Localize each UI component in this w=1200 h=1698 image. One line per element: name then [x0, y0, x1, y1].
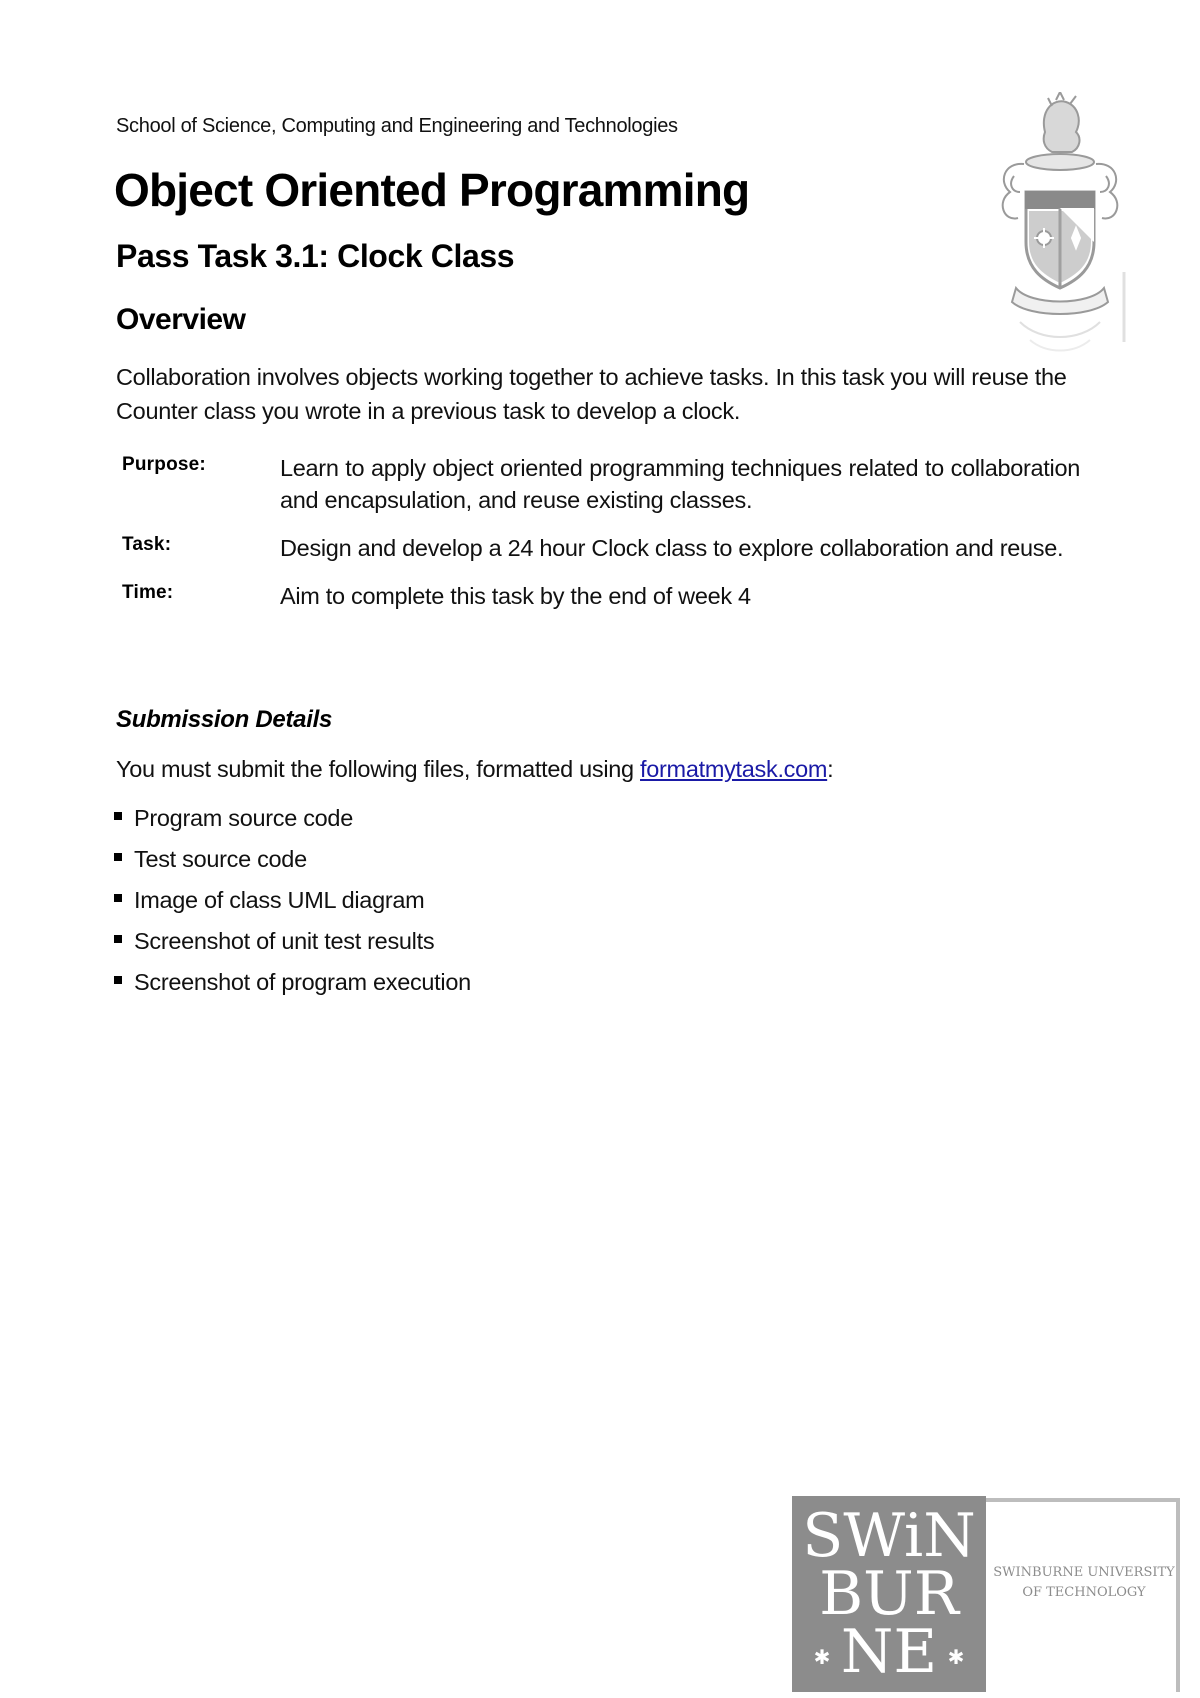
task-row: [122, 532, 1082, 564]
time-row: [122, 580, 1082, 612]
list-item: Program source code: [114, 798, 471, 839]
task-subtitle: Pass Task 3.1: Clock Class: [116, 238, 515, 274]
svg-text:✱: ✱: [947, 1645, 965, 1669]
task-info-table: [122, 452, 1082, 628]
university-name-line-2: OF TECHNOLOGY: [1022, 1585, 1146, 1600]
overview-heading: Overview: [116, 303, 246, 336]
bullet-icon: [114, 976, 122, 984]
purpose-text: Learn to apply object oriented programming techniques related to collaboration and encapsulation, and reuse existing classes.: [280, 455, 1080, 513]
university-name-line-1: SWINBURNE UNIVERSITY: [993, 1565, 1175, 1580]
overview-text: Collaboration involves objects working together to achieve tasks. In this task you will reuse the Counter class you wrote in a previous task to develop a clock.: [116, 364, 1067, 424]
time-label: Time:: [122, 582, 174, 603]
purpose-label: Purpose:: [122, 454, 206, 475]
bullet-icon: [114, 935, 122, 943]
submission-intro-text: You must submit the following files, formatted using: [116, 756, 641, 782]
bullet-icon: [114, 853, 122, 861]
swinburne-logo: [792, 1496, 1180, 1692]
swinburne-logo-mark-icon: [792, 1496, 1180, 1692]
submission-intro: [116, 756, 833, 783]
list-item: Screenshot of program execution: [114, 962, 471, 1003]
page-title: Object Oriented Programming: [114, 164, 750, 216]
logo-line-1: SWiN: [802, 1501, 976, 1571]
task-label: Task:: [122, 534, 172, 555]
formatmytask-link[interactable]: formatmytask.com: [640, 756, 828, 782]
university-crest-icon: [990, 92, 1130, 362]
logo-line-3: NE: [840, 1617, 938, 1687]
bullet-icon: [114, 812, 122, 820]
task-text: Design and develop a 24 hour Clock class to explore collaboration and reuse.: [280, 535, 1064, 561]
purpose-row: [122, 452, 1082, 516]
time-text: Aim to complete this task by the end of week 4: [280, 583, 751, 609]
list-item: Screenshot of unit test results: [114, 921, 471, 962]
submission-intro-end: :: [827, 756, 834, 782]
logo-line-2: BUR: [819, 1559, 959, 1629]
list-item: Image of class UML diagram: [114, 880, 471, 921]
school-name: School of Science, Computing and Engineering and Technologies: [116, 115, 678, 137]
submission-file-list: [114, 798, 471, 1003]
bullet-icon: [114, 894, 122, 902]
list-item: Test source code: [114, 839, 471, 880]
submission-heading: Submission Details: [116, 706, 332, 733]
svg-text:✱: ✱: [813, 1645, 831, 1669]
